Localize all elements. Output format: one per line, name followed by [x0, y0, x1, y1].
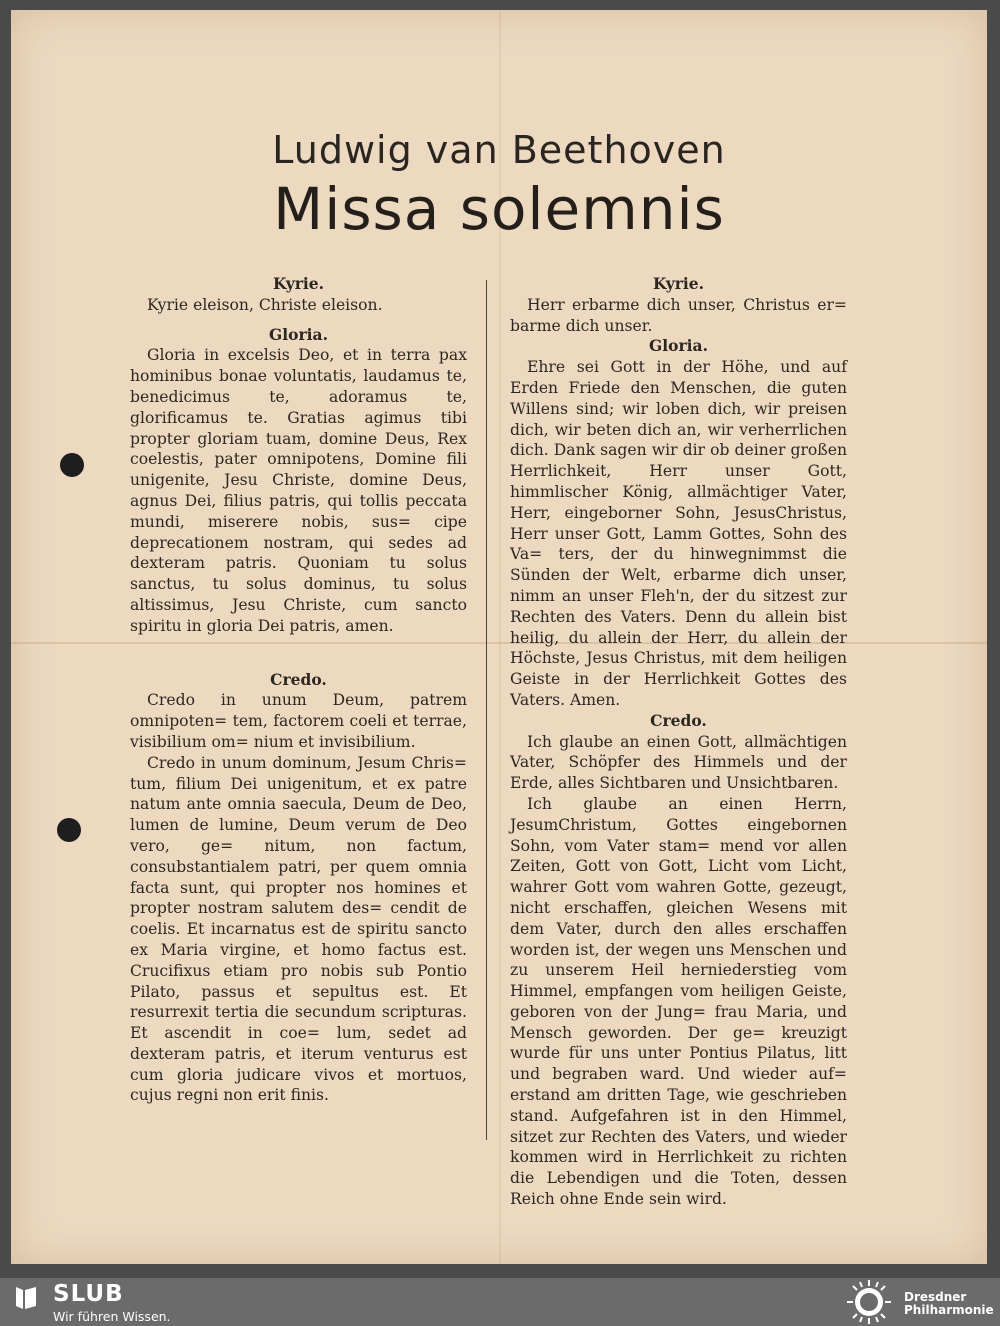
- credo-heading-german: Credo.: [650, 710, 707, 730]
- german-column: [510, 274, 847, 1210]
- partner-name-line1: Dresdner: [904, 1290, 967, 1304]
- latin-column: [130, 274, 467, 1106]
- kyrie-text-latin: Kyrie eleison, Christe eleison.: [147, 295, 383, 314]
- column-divider: [486, 280, 487, 1140]
- document-page: [11, 10, 987, 1264]
- work-title: Missa solemnis: [273, 175, 725, 243]
- slub-logo-icon: [12, 1284, 40, 1312]
- philharmonie-logo-icon: [842, 1278, 896, 1326]
- gloria-heading-german: Gloria.: [649, 336, 708, 356]
- gloria-text-german: Ehre sei Gott in der Höhe, und auf Erden Friede den Menschen, die guten Willens sind; wir loben dich, wir preisen dich, wir beten dich an, wir verherrlichen dich. Dank sagen wir dir ob deiner großen Herrlichkeit, Herr unser Gott, himmlischer König, allmächtiger Vater, Herr, eingeborner Sohn, JesusChristus, Herr unser Gott, Lamm Gottes, Sohn des Va= ters, der du hinwegnimmst die Sünden der Welt, erbarme dich unser, nimm an unser Fleh'n, der du sitzest zur Rechten des Vaters. Denn du allein bist heilig, du allein der Herr, du allein der Höchste, Jesus Christus, mit dem heiligen Geiste in der Herrlichkeit Gottes des Vaters. Amen.: [510, 358, 847, 709]
- credo-text-german-2: Ich glaube an einen Herrn, JesumChristum, Gottes eingebornen Sohn, vom Vater stam= mend vor allen Zeiten, Gott von Gott, Licht vom Licht, wahrer Gott vom wahren Gotte, gezeugt, nicht erschaffen, gleichen Wesens mit dem Vater, durch den alles erschaffen worden ist, der wegen uns Menschen und zu unserem Heil herniederstieg vom Himmel, empfangen vom heiligen Geiste, geboren von der Jung= frau Maria, und Mensch geworden. Der ge= kreuzigt wurde für uns unter Pontius Pilatus, litt und begraben ward. Und wieder auf= erstand am dritten Tage, wie geschrieben stand. Aufgefahren ist in den Himmel, sitzet zur Rechten des Vaters, und wieder kommen wird in Herrlichkeit zu richten die Lebendigen und die Toten, dessen Reich ohne Ende sein wird.: [510, 794, 847, 1209]
- library-name: SLUB: [53, 1281, 124, 1307]
- library-tagline: Wir führen Wissen.: [53, 1309, 171, 1324]
- gloria-text-latin: Gloria in excelsis Deo, et in terra pax hominibus bonae voluntatis, laudamus te, benedicimus te, adoramus te, glorificamus te. Gratias agimus tibi propter gloriam tuam, domine Deus, Rex coelestis, pater omnipotens, Domine fili unigenite, Jesu Christe, domine Deus, agnus Dei, filius patris, qui tollis peccata mundi, miserere nobis, sus= cipe deprecationem nostram, qui sedes ad dexteram patris. Quoniam tu solus sanctus, tu solus dominus, tu solus altissimus, Jesu Christe, cum sancto spiritu in gloria Dei patris, amen.: [130, 346, 467, 635]
- kyrie-heading-german: Kyrie.: [652, 274, 705, 293]
- credo-heading-latin: Credo.: [270, 669, 327, 689]
- credo-text-latin-2: Credo in unum dominum, Jesum Chris= tum, filium Dei unigenitum, et ex patre natum ante omnia saecula, Deum de Deo, lumen de lumine, Deum verum de Deo vero, ge= nitum, non factum, consubstantialem patri, per quem omnia facta sunt, qui propter nos homines et propter nostram salutem des= cendit de coelis. Et incarnatus est de spiritu sancto ex Maria virgine, et homo factus est. Crucifixus etiam pro nobis sub Pontio Pilato, passus et sepultus est. Et resurrexit tertia die secundum scripturas. Et ascendit in coe= lum, sedet ad dexteram patris, et iterum venturus est cum gloria judicare vivos et mortuos, cujus regni non erit finis.: [130, 753, 467, 1105]
- kyrie-heading-latin: Kyrie.: [272, 274, 325, 293]
- punch-hole-top: [60, 453, 84, 477]
- punch-hole-bottom: [57, 818, 81, 842]
- partner-name-line2: Philharmonie: [904, 1303, 994, 1317]
- gloria-heading-latin: Gloria.: [269, 324, 328, 344]
- composer-title: Ludwig van Beethoven: [272, 128, 726, 172]
- credo-text-latin-1: Credo in unum Deum, patrem omnipoten= tem, factorem coeli et terrae, visibilium om= nium et invisibilium.: [130, 691, 467, 751]
- kyrie-text-german: Herr erbarme dich unser, Christus er= barme dich unser.: [510, 295, 847, 335]
- credo-text-german-1: Ich glaube an einen Gott, allmächtigen Vater, Schöpfer des Himmels und der Erde, alles Sichtbaren und Unsichtbaren.: [510, 732, 847, 793]
